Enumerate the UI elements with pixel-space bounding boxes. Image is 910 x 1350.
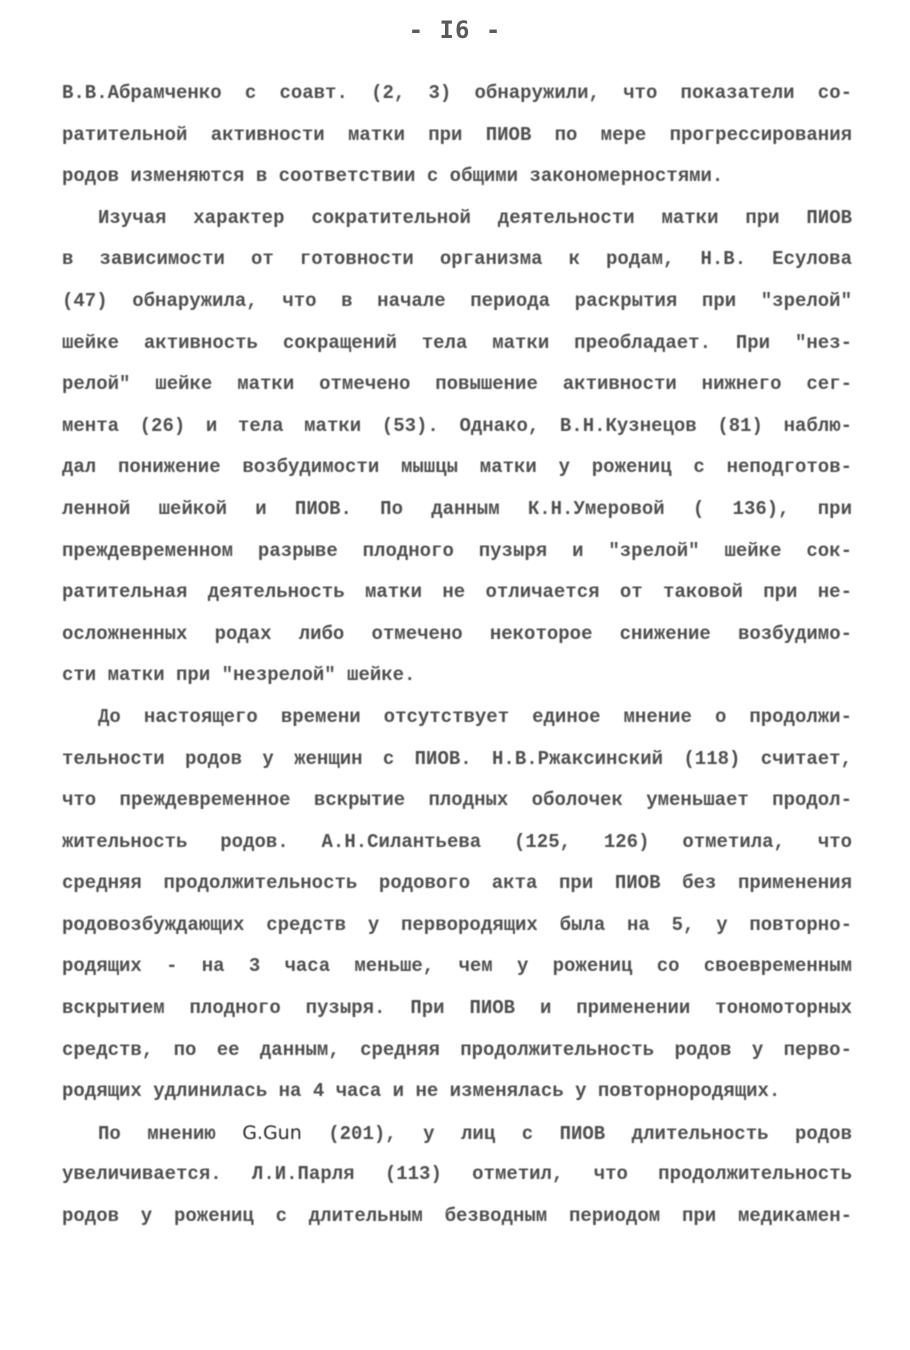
text-line: В.В.Абрамченко с соавт. (2, 3) обнаружили, что показатели со-	[62, 82, 852, 104]
text-line: сти матки при "незрелой" шейке.	[62, 664, 416, 687]
text-line: Изучая характер сократительной деятельности матки при ПИОВ	[98, 206, 852, 229]
text-line: в зависимости от готовности организма к родам, Н.В. Есулова	[62, 248, 852, 271]
text-line: шейке активность сокращений тела матки преобладает. При "нез-	[62, 331, 852, 354]
text-line: До настоящего времени отсутствует единое мнение о продолжи-	[98, 705, 852, 728]
text-line: тельности родов у женщин с ПИОВ. Н.В.Ржаксинский (118) считает,	[62, 747, 852, 770]
text-line: родовозбуждающих средств у первородящих была на 5, у повторно-	[62, 913, 852, 936]
text-line: дал понижение возбудимости мышцы матки у рожениц с неподготов-	[62, 456, 852, 479]
text-line: увеличивается. Л.И.Парля (113) отметил, что продолжительность	[62, 1163, 852, 1186]
line-prefix: По мнению	[98, 1122, 216, 1145]
text-line: родящих - на 3 часа меньше, чем у рожениц со своевременным	[62, 955, 852, 978]
text-line: осложненных родах либо отмечено некоторое снижение возбудимо-	[62, 622, 852, 645]
body-text	[62, 73, 852, 1238]
text-line	[62, 1113, 852, 1155]
text-line: (47) обнаружила, что в начале периода раскрытия при "зрелой"	[62, 289, 852, 312]
line-suffix: (201), у лиц с ПИОВ длительность родов	[328, 1122, 852, 1145]
inserted-author-name: G.Gun	[242, 1121, 302, 1144]
text-line: что преждевременное вскрытие плодных оболочек уменьшает продол-	[62, 789, 852, 812]
text-line: ратительная деятельность матки не отличается от таковой при не-	[62, 581, 852, 604]
text-line: вскрытием плодного пузыря. При ПИОВ и применении тономоторных	[62, 997, 852, 1020]
text-line: родов изменяются в соответствии с общими закономерностями.	[62, 165, 724, 188]
page-number: - I6 -	[408, 16, 502, 44]
text-line: родящих удлинилась на 4 часа и не изменялась у повторнородящих.	[62, 1080, 781, 1103]
text-line: ратительной активности матки при ПИОВ по мере прогрессирования	[62, 123, 852, 146]
text-line: ленной шейкой и ПИОВ. По данным К.Н.Умеровой ( 136), при	[62, 497, 852, 520]
text-line: мента (26) и тела матки (53). Однако, В.Н.Кузнецов (81) наблю-	[62, 414, 852, 437]
text-line: средняя продолжительность родового акта при ПИОВ без применения	[62, 872, 852, 895]
text-line: преждевременном разрыве плодного пузыря и "зрелой" шейке сок-	[62, 539, 852, 562]
text-line: родов у рожениц с длительным безводным периодом при медикамен-	[62, 1205, 852, 1228]
text-line: релой" шейке матки отмечено повышение активности нижнего сег-	[62, 373, 852, 396]
text-line: жительность родов. А.Н.Силантьева (125, 126) отметила, что	[62, 830, 852, 853]
text-line: средств, по ее данным, средняя продолжительность родов у перво-	[62, 1038, 852, 1061]
